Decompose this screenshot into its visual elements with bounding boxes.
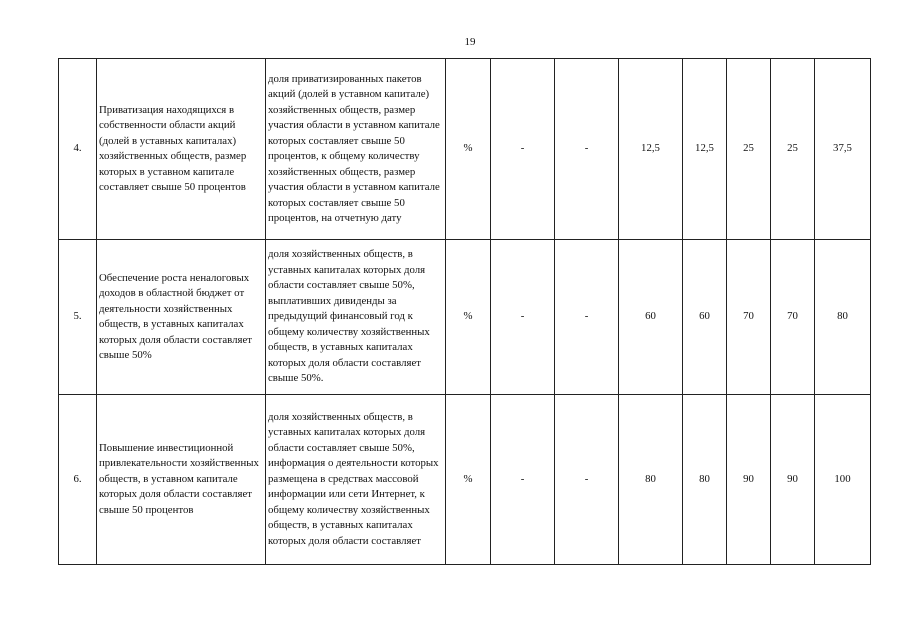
row-number: 5. <box>59 240 97 395</box>
indicator-description <box>266 59 446 240</box>
value-cell: - <box>555 240 619 395</box>
value-cell: 12,5 <box>683 59 727 240</box>
value-cell: 90 <box>727 395 771 565</box>
page-number: 19 <box>464 36 476 48</box>
value-cell: 60 <box>683 240 727 395</box>
indicator-description <box>266 395 446 565</box>
value-cell: - <box>555 59 619 240</box>
value-cell: 100 <box>815 395 871 565</box>
value-cell: - <box>555 395 619 565</box>
task-name <box>97 395 266 565</box>
value-cell: - <box>491 59 555 240</box>
unit-cell: % <box>446 395 491 565</box>
value-cell: 90 <box>771 395 815 565</box>
value-cell: 80 <box>619 395 683 565</box>
task-name <box>97 59 266 240</box>
value-cell: 80 <box>683 395 727 565</box>
value-cell: 25 <box>771 59 815 240</box>
table-row <box>59 395 871 565</box>
indicator-description <box>266 240 446 395</box>
value-cell: - <box>491 240 555 395</box>
indicator-text: доля хозяйственных обществ, в уставных капиталах которых доля области составляет свыше 50%, выплативших дивиденды за предыдущий финансовый год к общему количеству хозяйственных обществ, в уставных капиталах которых доля области составляет свыше 50%. <box>268 248 430 385</box>
value-cell: 12,5 <box>619 59 683 240</box>
task-name-text: Приватизация находящихся в собственности области акций (долей в уставных капиталах) хозяйственных обществ, размер которых в уставном капитале составляет свыше 50 процентов <box>99 103 247 193</box>
table-row <box>59 59 871 240</box>
task-name-text: Повышение инвестиционной привлекательности хозяйственных обществ, в уставном капитале которых доля области составляет свыше 50 процентов <box>99 441 259 516</box>
indicator-text: доля приватизированных пакетов акций (долей в уставном капитале) хозяйственных обществ, размер участия области в уставном капитале которых составляет свыше 50 процентов, к общему количеству хозяйственных обществ, размер участия области в уставном капитале которых составляет свыше 50 процентов, на отчетную дату <box>268 72 440 224</box>
value-cell: 37,5 <box>815 59 871 240</box>
row-number: 6. <box>59 395 97 565</box>
value-cell: 80 <box>815 240 871 395</box>
unit-cell: % <box>446 240 491 395</box>
value-cell: - <box>491 395 555 565</box>
row-number: 4. <box>59 59 97 240</box>
task-name-text: Обеспечение роста неналоговых доходов в областной бюджет от деятельности хозяйственных обществ, в уставных капиталах которых доля области составляет свыше 50% <box>99 271 252 361</box>
unit-cell: % <box>446 59 491 240</box>
value-cell: 70 <box>727 240 771 395</box>
task-name <box>97 240 266 395</box>
value-cell: 70 <box>771 240 815 395</box>
indicator-text: доля хозяйственных обществ, в уставных капиталах которых доля области составляет свыше 50%, информация о деятельности которых размещена в средствах массовой информации или сети Интернет, к общему количеству хозяйственных обществ, в уставных капиталах которых доля области составляет <box>268 410 439 547</box>
indicators-table <box>58 58 871 565</box>
value-cell: 60 <box>619 240 683 395</box>
table-row <box>59 240 871 395</box>
value-cell: 25 <box>727 59 771 240</box>
